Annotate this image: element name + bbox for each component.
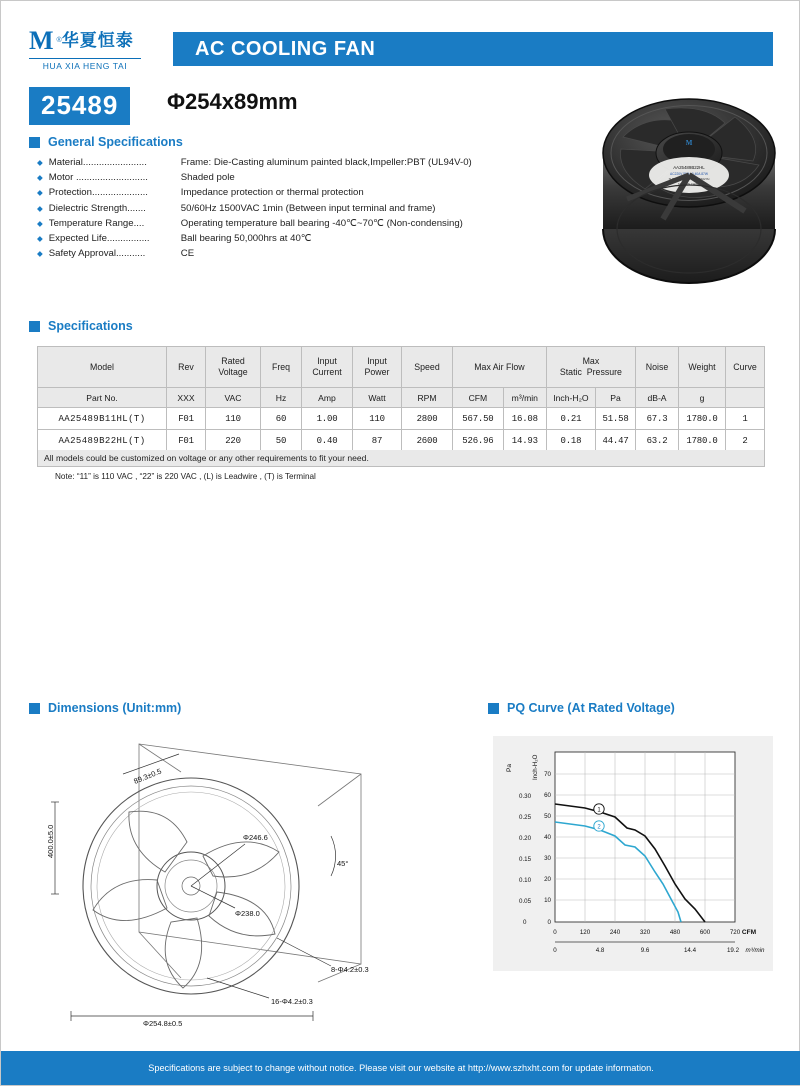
table-footer-note: All models could be customized on voltage or any other requirements to fit your need. [37,450,765,467]
unit-voltage: VAC [206,388,261,408]
svg-text:0.05: 0.05 [519,898,532,905]
logo-mark-icon: M [29,25,54,55]
spec-value: 50/60Hz 1500VAC 1min (Between input terminal and frame) [180,202,436,214]
company-logo [29,25,169,71]
spec-label: Temperature Range.... [48,217,145,229]
svg-text:50: 50 [544,813,551,820]
fan-label-line4: MADE IN CHINA [678,182,700,186]
company-name-en: HUA XIA HENG TAI [29,58,141,71]
fan-label-line3: SHENZHEN HUAXIA HENGTAI [668,177,710,181]
unit-part-no: Part No. [38,388,167,408]
spec-label: Material........................ [48,157,147,168]
cell-noise: 67.3 [636,408,679,430]
list-item [37,218,597,229]
list-item [37,248,597,259]
cell-current: 0.40 [302,430,353,452]
th-curve: Curve [726,347,765,388]
svg-text:0.25: 0.25 [519,814,532,821]
section-heading-general [29,135,183,149]
svg-text:60: 60 [544,792,551,799]
svg-text:0: 0 [547,919,551,926]
unit-speed: RPM [402,388,453,408]
cell-speed: 2800 [402,408,453,430]
unit-cfm: CFM [453,388,504,408]
table-units-row [38,388,765,408]
th-max-static-pressure: Max Static Pressure [546,347,635,388]
list-item [37,203,597,214]
model-size-label: Φ254x89mm [167,89,298,114]
section-heading-specifications [29,319,133,333]
cell-voltage: 220 [206,430,261,452]
list-item [37,233,597,244]
unit-inch-h2o: Inch-H₂O [546,388,595,408]
cell-m3min: 14.93 [503,430,546,452]
unit-noise: dB-A [636,388,679,408]
spec-value: Frame: Die-Casting aluminum painted black,Impeller:PBT (UL94V-0) [180,157,472,168]
th-input-power: Input Power [353,347,402,388]
axis-label-cfm: CFM [741,929,757,936]
cell-pa: 44.47 [596,430,636,452]
page-title: AC COOLING FAN [173,32,773,66]
dim-holes-large: 16-Φ4.2±0.3 [271,997,313,1006]
cell-model: AA25489B22HL(T) [38,430,167,452]
th-model: Model [38,347,167,388]
spec-label: Protection..................... [48,187,148,199]
pq-curve-chart [493,736,773,971]
cell-pa: 51.58 [596,408,636,430]
svg-text:M: M [685,139,693,147]
cell-freq: 60 [261,408,302,430]
section-heading-pq-curve [488,701,675,715]
axis-label-m3min: m³/min [745,947,765,954]
svg-text:10: 10 [544,897,551,904]
cell-noise: 63.2 [636,430,679,452]
svg-text:720: 720 [729,929,741,936]
section-title-specifications: Specifications [48,319,133,333]
unit-pa: Pa [596,388,636,408]
svg-text:19.2: 19.2 [726,947,740,954]
svg-text:480: 480 [669,929,681,936]
dim-dia-inner: Φ238.0 [235,909,260,918]
diamond-bullet-icon: ◆ [37,203,43,213]
cell-model: AA25489B11HL(T) [38,408,167,430]
svg-text:120: 120 [579,929,591,936]
th-speed: Speed [402,347,453,388]
diamond-bullet-icon: ◆ [37,233,43,243]
spec-label: Dielectric Strength....... [48,202,146,214]
th-input-current: Input Current [302,347,353,388]
svg-text:0.15: 0.15 [519,856,532,863]
axis-label-inch-h2o: Inch-H₂O [532,754,539,780]
unit-m3min: m³/min [503,388,546,408]
unit-freq: Hz [261,388,302,408]
diamond-bullet-icon: ◆ [37,249,43,259]
svg-text:40: 40 [544,834,551,841]
svg-text:600: 600 [699,929,711,936]
spec-value: Impedance protection or thermal protection [180,187,364,199]
cell-speed: 2600 [402,430,453,452]
fan-product-photo [593,79,783,304]
cell-rev: F01 [167,408,206,430]
dim-dia-impeller: Φ246.6 [243,833,268,842]
cell-inch: 0.21 [546,408,595,430]
diamond-bullet-icon: ◆ [37,158,43,167]
fan-label-line2: AC220V 50Hz 0.40A 87W [670,172,708,176]
dim-height: 400.0±5.0 [46,824,55,858]
svg-text:240: 240 [609,929,621,936]
svg-text:30: 30 [544,855,551,862]
th-noise: Noise [636,347,679,388]
diamond-bullet-icon: ◆ [37,188,43,198]
section-marker-icon [488,703,499,714]
spec-value: Ball bearing 50,000hrs at 40℃ [180,232,312,244]
cell-rev: F01 [167,430,206,452]
svg-text:0.10: 0.10 [519,877,532,884]
th-rated-voltage: Rated Voltage [206,347,261,388]
table-sub-note: Note: “11” is 110 VAC , “22” is 220 VAC , (L) is Leadwire , (T) is Terminal [55,472,316,481]
unit-rev: XXX [167,388,206,408]
spec-label: Expected Life................ [48,232,150,244]
spec-value: Operating temperature ball bearing -40℃~70℃ (Non-condensing) [180,217,463,229]
spec-value: CE [180,248,195,260]
diamond-bullet-icon: ◆ [37,218,43,228]
fan-label-line1: AA25489B22HL [673,165,705,170]
cell-curve: 2 [726,430,765,452]
cell-power: 87 [353,430,402,452]
th-weight: Weight [679,347,726,388]
general-specifications-list [37,157,597,263]
cell-cfm: 526.96 [453,430,504,452]
svg-text:320: 320 [639,929,651,936]
page-footer: Specifications are subject to change without notice. Please visit our website at http://www.szhxht.com for update information. [1,1051,800,1085]
svg-text:0.20: 0.20 [519,835,532,842]
cell-cfm: 567.50 [453,408,504,430]
model-number-badge: 25489 [29,87,130,125]
unit-curve [726,388,765,408]
dimensions-drawing [31,726,461,1026]
dim-holes-small: 8-Φ4.2±0.3 [331,965,369,974]
section-title-pq-curve: PQ Curve (At Rated Voltage) [507,701,675,715]
unit-current: Amp [302,388,353,408]
page-header [1,1,800,79]
cell-weight: 1780.0 [679,430,726,452]
cell-m3min: 16.08 [503,408,546,430]
th-freq: Freq [261,347,302,388]
company-name-cn: 华夏恒泰 [61,31,134,50]
cell-voltage: 110 [206,408,261,430]
curve-legend-marker-2 [594,821,604,831]
curve-label-2: 2 [597,824,601,831]
diamond-bullet-icon: ◆ [37,173,43,183]
cell-power: 110 [353,408,402,430]
cell-current: 1.00 [302,408,353,430]
list-item [37,172,597,183]
svg-text:4.8: 4.8 [595,947,605,954]
spec-label: Safety Approval........... [48,248,146,260]
curve-legend-marker-1 [594,804,604,814]
section-heading-dimensions [29,701,181,715]
th-rev: Rev [167,347,206,388]
cell-weight: 1780.0 [679,408,726,430]
section-marker-icon [29,137,40,148]
spec-value: Shaded pole [180,172,235,184]
dim-angle: 45° [337,859,349,868]
svg-text:0: 0 [523,919,527,926]
dim-outer-dia: Φ254.8±0.5 [143,1019,183,1026]
section-marker-icon [29,321,40,332]
table-row [38,430,765,452]
table-row [38,408,765,430]
list-item [37,157,597,168]
axis-label-pa: Pa [506,763,513,772]
spec-label: Motor ........................... [48,172,148,184]
svg-text:0.30: 0.30 [519,793,532,800]
svg-text:14.4: 14.4 [683,947,697,954]
svg-text:9.6: 9.6 [640,947,650,954]
th-max-air-flow: Max Air Flow [453,347,547,388]
section-title-general: General Specifications [48,135,183,149]
table-header-row [38,347,765,388]
svg-text:20: 20 [544,876,551,883]
specifications-table [37,346,765,452]
cell-curve: 1 [726,408,765,430]
svg-text:70: 70 [544,771,551,778]
cell-freq: 50 [261,430,302,452]
dim-depth: 89.3±0.5 [132,766,163,786]
cell-inch: 0.18 [546,430,595,452]
curve-label-1: 1 [597,807,601,814]
section-marker-icon [29,703,40,714]
unit-weight: g [679,388,726,408]
unit-power: Watt [353,388,402,408]
svg-text:0: 0 [553,947,557,954]
svg-text:0: 0 [553,929,557,936]
registered-trademark-icon: ® [56,37,62,44]
section-title-dimensions: Dimensions (Unit:mm) [48,701,182,715]
list-item [37,187,597,198]
